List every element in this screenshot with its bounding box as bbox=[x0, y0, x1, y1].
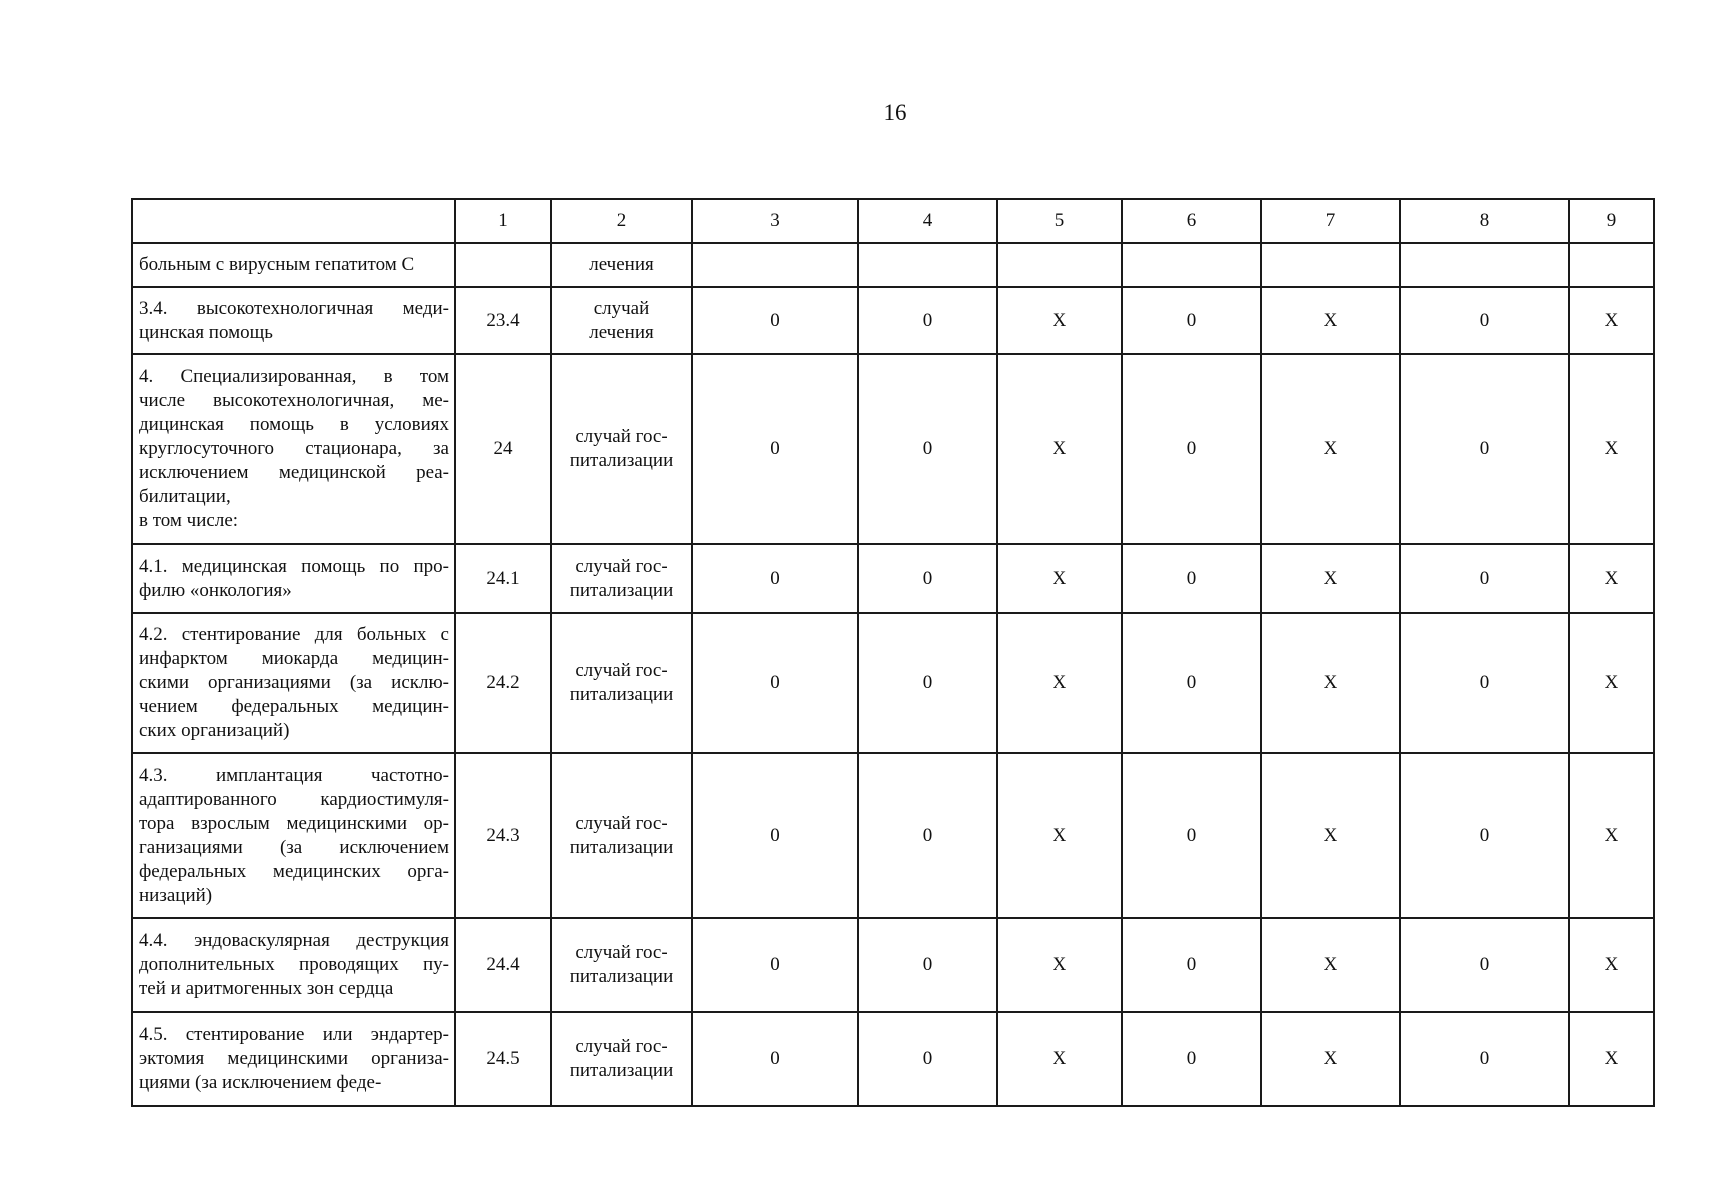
row-code-cell: 24.4 bbox=[455, 918, 551, 1012]
value-cell: X bbox=[1569, 613, 1654, 753]
table-row bbox=[132, 287, 1654, 354]
value-cell: 0 bbox=[1400, 544, 1569, 613]
table-row bbox=[132, 544, 1654, 613]
row-code-cell bbox=[455, 243, 551, 287]
indicator-name-line: 4.2. стентирование для больных с bbox=[139, 624, 449, 645]
header-cell: 8 bbox=[1400, 199, 1569, 243]
table-row bbox=[132, 1012, 1654, 1106]
value-cell: 0 bbox=[1400, 753, 1569, 918]
value-cell bbox=[1569, 243, 1654, 287]
header-cell: 3 bbox=[692, 199, 858, 243]
value-cell: X bbox=[1261, 287, 1400, 354]
value-cell: 0 bbox=[692, 753, 858, 918]
unit-cell bbox=[551, 613, 692, 753]
value-cell: X bbox=[997, 1012, 1122, 1106]
header-cell: 6 bbox=[1122, 199, 1261, 243]
header-cell: 9 bbox=[1569, 199, 1654, 243]
value-cell: X bbox=[1261, 753, 1400, 918]
value-cell: 0 bbox=[858, 613, 997, 753]
value-cell: 0 bbox=[858, 287, 997, 354]
indicator-name-cell bbox=[132, 243, 455, 287]
value-cell: X bbox=[997, 287, 1122, 354]
indicator-name-line: 3.4. высокотехнологичная меди- bbox=[139, 297, 449, 319]
value-cell: 0 bbox=[1122, 287, 1261, 354]
indicator-name-line: цинская помощь bbox=[139, 321, 273, 343]
indicator-name-line: 4.5. стентирование или эндартер- bbox=[139, 1024, 449, 1045]
unit-cell bbox=[551, 918, 692, 1012]
unit-line: случай гос- bbox=[575, 1036, 668, 1057]
unit-line: случай гос- bbox=[575, 555, 668, 577]
value-cell: X bbox=[1569, 918, 1654, 1012]
value-cell: X bbox=[1261, 544, 1400, 613]
value-cell: 0 bbox=[1122, 918, 1261, 1012]
unit-line: случай гос- bbox=[575, 660, 668, 681]
value-cell: X bbox=[1569, 354, 1654, 544]
value-cell: 0 bbox=[692, 613, 858, 753]
indicator-name-line: числе высокотехнологичная, ме- bbox=[139, 390, 449, 411]
indicator-name-cell bbox=[132, 613, 455, 753]
table-row bbox=[132, 918, 1654, 1012]
indicator-name-cell bbox=[132, 1012, 455, 1106]
value-cell: 0 bbox=[858, 918, 997, 1012]
value-cell: 0 bbox=[858, 753, 997, 918]
unit-line: питализации bbox=[569, 966, 674, 987]
row-code-cell: 24.3 bbox=[455, 753, 551, 918]
indicator-name-line: дицинская помощь в условиях bbox=[139, 414, 449, 435]
data-table bbox=[131, 198, 1655, 1107]
unit-cell bbox=[551, 544, 692, 613]
value-cell: 0 bbox=[1400, 287, 1569, 354]
indicator-name-line: 4. Специализированная, в том bbox=[139, 366, 449, 387]
indicator-name-line: в том числе: bbox=[139, 510, 239, 531]
value-cell: 0 bbox=[1400, 354, 1569, 544]
row-code-cell: 24.1 bbox=[455, 544, 551, 613]
unit-cell bbox=[551, 354, 692, 544]
indicator-name-line: дополнительных проводящих пу- bbox=[139, 954, 449, 975]
unit-line: питализации bbox=[569, 579, 674, 601]
value-cell bbox=[1261, 243, 1400, 287]
unit-line: питализации bbox=[569, 450, 674, 471]
indicator-name-cell bbox=[132, 354, 455, 544]
unit-line: лечения bbox=[589, 321, 654, 343]
indicator-name-cell bbox=[132, 287, 455, 354]
value-cell bbox=[858, 243, 997, 287]
value-cell bbox=[997, 243, 1122, 287]
value-cell bbox=[1400, 243, 1569, 287]
value-cell: 0 bbox=[1122, 354, 1261, 544]
indicator-name-line: 4.3. имплантация частотно- bbox=[139, 764, 449, 786]
indicator-name-line: федеральных медицинских орга- bbox=[139, 860, 449, 882]
value-cell: X bbox=[1261, 1012, 1400, 1106]
value-cell: 0 bbox=[692, 544, 858, 613]
indicator-name-line: билитации, bbox=[139, 486, 231, 507]
unit-line: питализации bbox=[569, 836, 674, 858]
value-cell: X bbox=[997, 613, 1122, 753]
unit-line: случай bbox=[593, 297, 650, 319]
header-cell: 7 bbox=[1261, 199, 1400, 243]
value-cell: 0 bbox=[1400, 918, 1569, 1012]
indicator-name-cell bbox=[132, 544, 455, 613]
indicator-name-line: исключением медицинской реа- bbox=[139, 462, 449, 483]
indicator-name-line: ских организаций) bbox=[139, 720, 290, 741]
indicator-name-line: ганизациями (за исключением bbox=[139, 836, 449, 858]
header-cell: 1 bbox=[455, 199, 551, 243]
header-cell: 2 bbox=[551, 199, 692, 243]
table-row bbox=[132, 753, 1654, 918]
value-cell: X bbox=[1569, 1012, 1654, 1106]
indicator-name-line: эктомия медицинскими организа- bbox=[139, 1048, 449, 1069]
indicator-name-cell bbox=[132, 753, 455, 918]
indicator-name-line: инфарктом миокарда медицин- bbox=[139, 648, 449, 669]
unit-cell bbox=[551, 1012, 692, 1106]
unit-line: случай гос- bbox=[575, 942, 668, 963]
value-cell: 0 bbox=[692, 354, 858, 544]
value-cell: 0 bbox=[1122, 753, 1261, 918]
value-cell: 0 bbox=[1400, 1012, 1569, 1106]
indicator-name-line: циями (за исключением феде- bbox=[139, 1072, 382, 1093]
row-code-cell: 24.5 bbox=[455, 1012, 551, 1106]
value-cell: 0 bbox=[1122, 544, 1261, 613]
header-cell bbox=[132, 199, 455, 243]
indicator-name-line: скими организациями (за исклю- bbox=[139, 672, 449, 693]
page-number: 16 bbox=[883, 100, 907, 125]
indicator-name-cell bbox=[132, 918, 455, 1012]
value-cell: 0 bbox=[1400, 613, 1569, 753]
unit-line: питализации bbox=[569, 1060, 674, 1081]
indicator-name-line: чением федеральных медицин- bbox=[139, 696, 449, 717]
value-cell: 0 bbox=[692, 1012, 858, 1106]
indicator-name-line: тей и аритмогенных зон сердца bbox=[139, 978, 394, 999]
value-cell: X bbox=[1569, 753, 1654, 918]
indicator-name-line: низаций) bbox=[139, 884, 213, 906]
value-cell: X bbox=[997, 753, 1122, 918]
indicator-name-line: круглосуточного стационара, за bbox=[139, 438, 449, 459]
header-cell: 5 bbox=[997, 199, 1122, 243]
indicator-name-line: 4.4. эндоваскулярная деструкция bbox=[139, 930, 449, 951]
table-row bbox=[132, 243, 1654, 287]
value-cell bbox=[692, 243, 858, 287]
row-code-cell: 24 bbox=[455, 354, 551, 544]
row-code-cell: 24.2 bbox=[455, 613, 551, 753]
value-cell: 0 bbox=[858, 1012, 997, 1106]
unit-line: случай гос- bbox=[575, 426, 668, 447]
table-row bbox=[132, 354, 1654, 544]
indicator-name-line: филю «онкология» bbox=[139, 579, 292, 601]
unit-line: случай гос- bbox=[575, 812, 668, 834]
value-cell: 0 bbox=[692, 287, 858, 354]
value-cell: X bbox=[1261, 918, 1400, 1012]
value-cell: 0 bbox=[858, 544, 997, 613]
header-row bbox=[132, 199, 1654, 243]
unit-line: лечения bbox=[589, 254, 654, 275]
value-cell: X bbox=[997, 354, 1122, 544]
value-cell bbox=[1122, 243, 1261, 287]
value-cell: 0 bbox=[692, 918, 858, 1012]
value-cell: X bbox=[1569, 544, 1654, 613]
unit-cell bbox=[551, 287, 692, 354]
value-cell: X bbox=[997, 918, 1122, 1012]
value-cell: X bbox=[1261, 354, 1400, 544]
value-cell: X bbox=[1569, 287, 1654, 354]
value-cell: X bbox=[1261, 613, 1400, 753]
unit-cell bbox=[551, 753, 692, 918]
unit-line: питализации bbox=[569, 684, 674, 705]
value-cell: 0 bbox=[1122, 1012, 1261, 1106]
indicator-name-line: больным с вирусным гепатитом С bbox=[139, 254, 415, 275]
unit-cell bbox=[551, 243, 692, 287]
table-row bbox=[132, 613, 1654, 753]
value-cell: X bbox=[997, 544, 1122, 613]
indicator-name-line: 4.1. медицинская помощь по про- bbox=[139, 555, 449, 577]
row-code-cell: 23.4 bbox=[455, 287, 551, 354]
value-cell: 0 bbox=[858, 354, 997, 544]
indicator-name-line: тора взрослым медицинскими ор- bbox=[139, 812, 449, 834]
indicator-name-line: адаптированного кардиостимуля- bbox=[139, 788, 449, 810]
value-cell: 0 bbox=[1122, 613, 1261, 753]
header-cell: 4 bbox=[858, 199, 997, 243]
